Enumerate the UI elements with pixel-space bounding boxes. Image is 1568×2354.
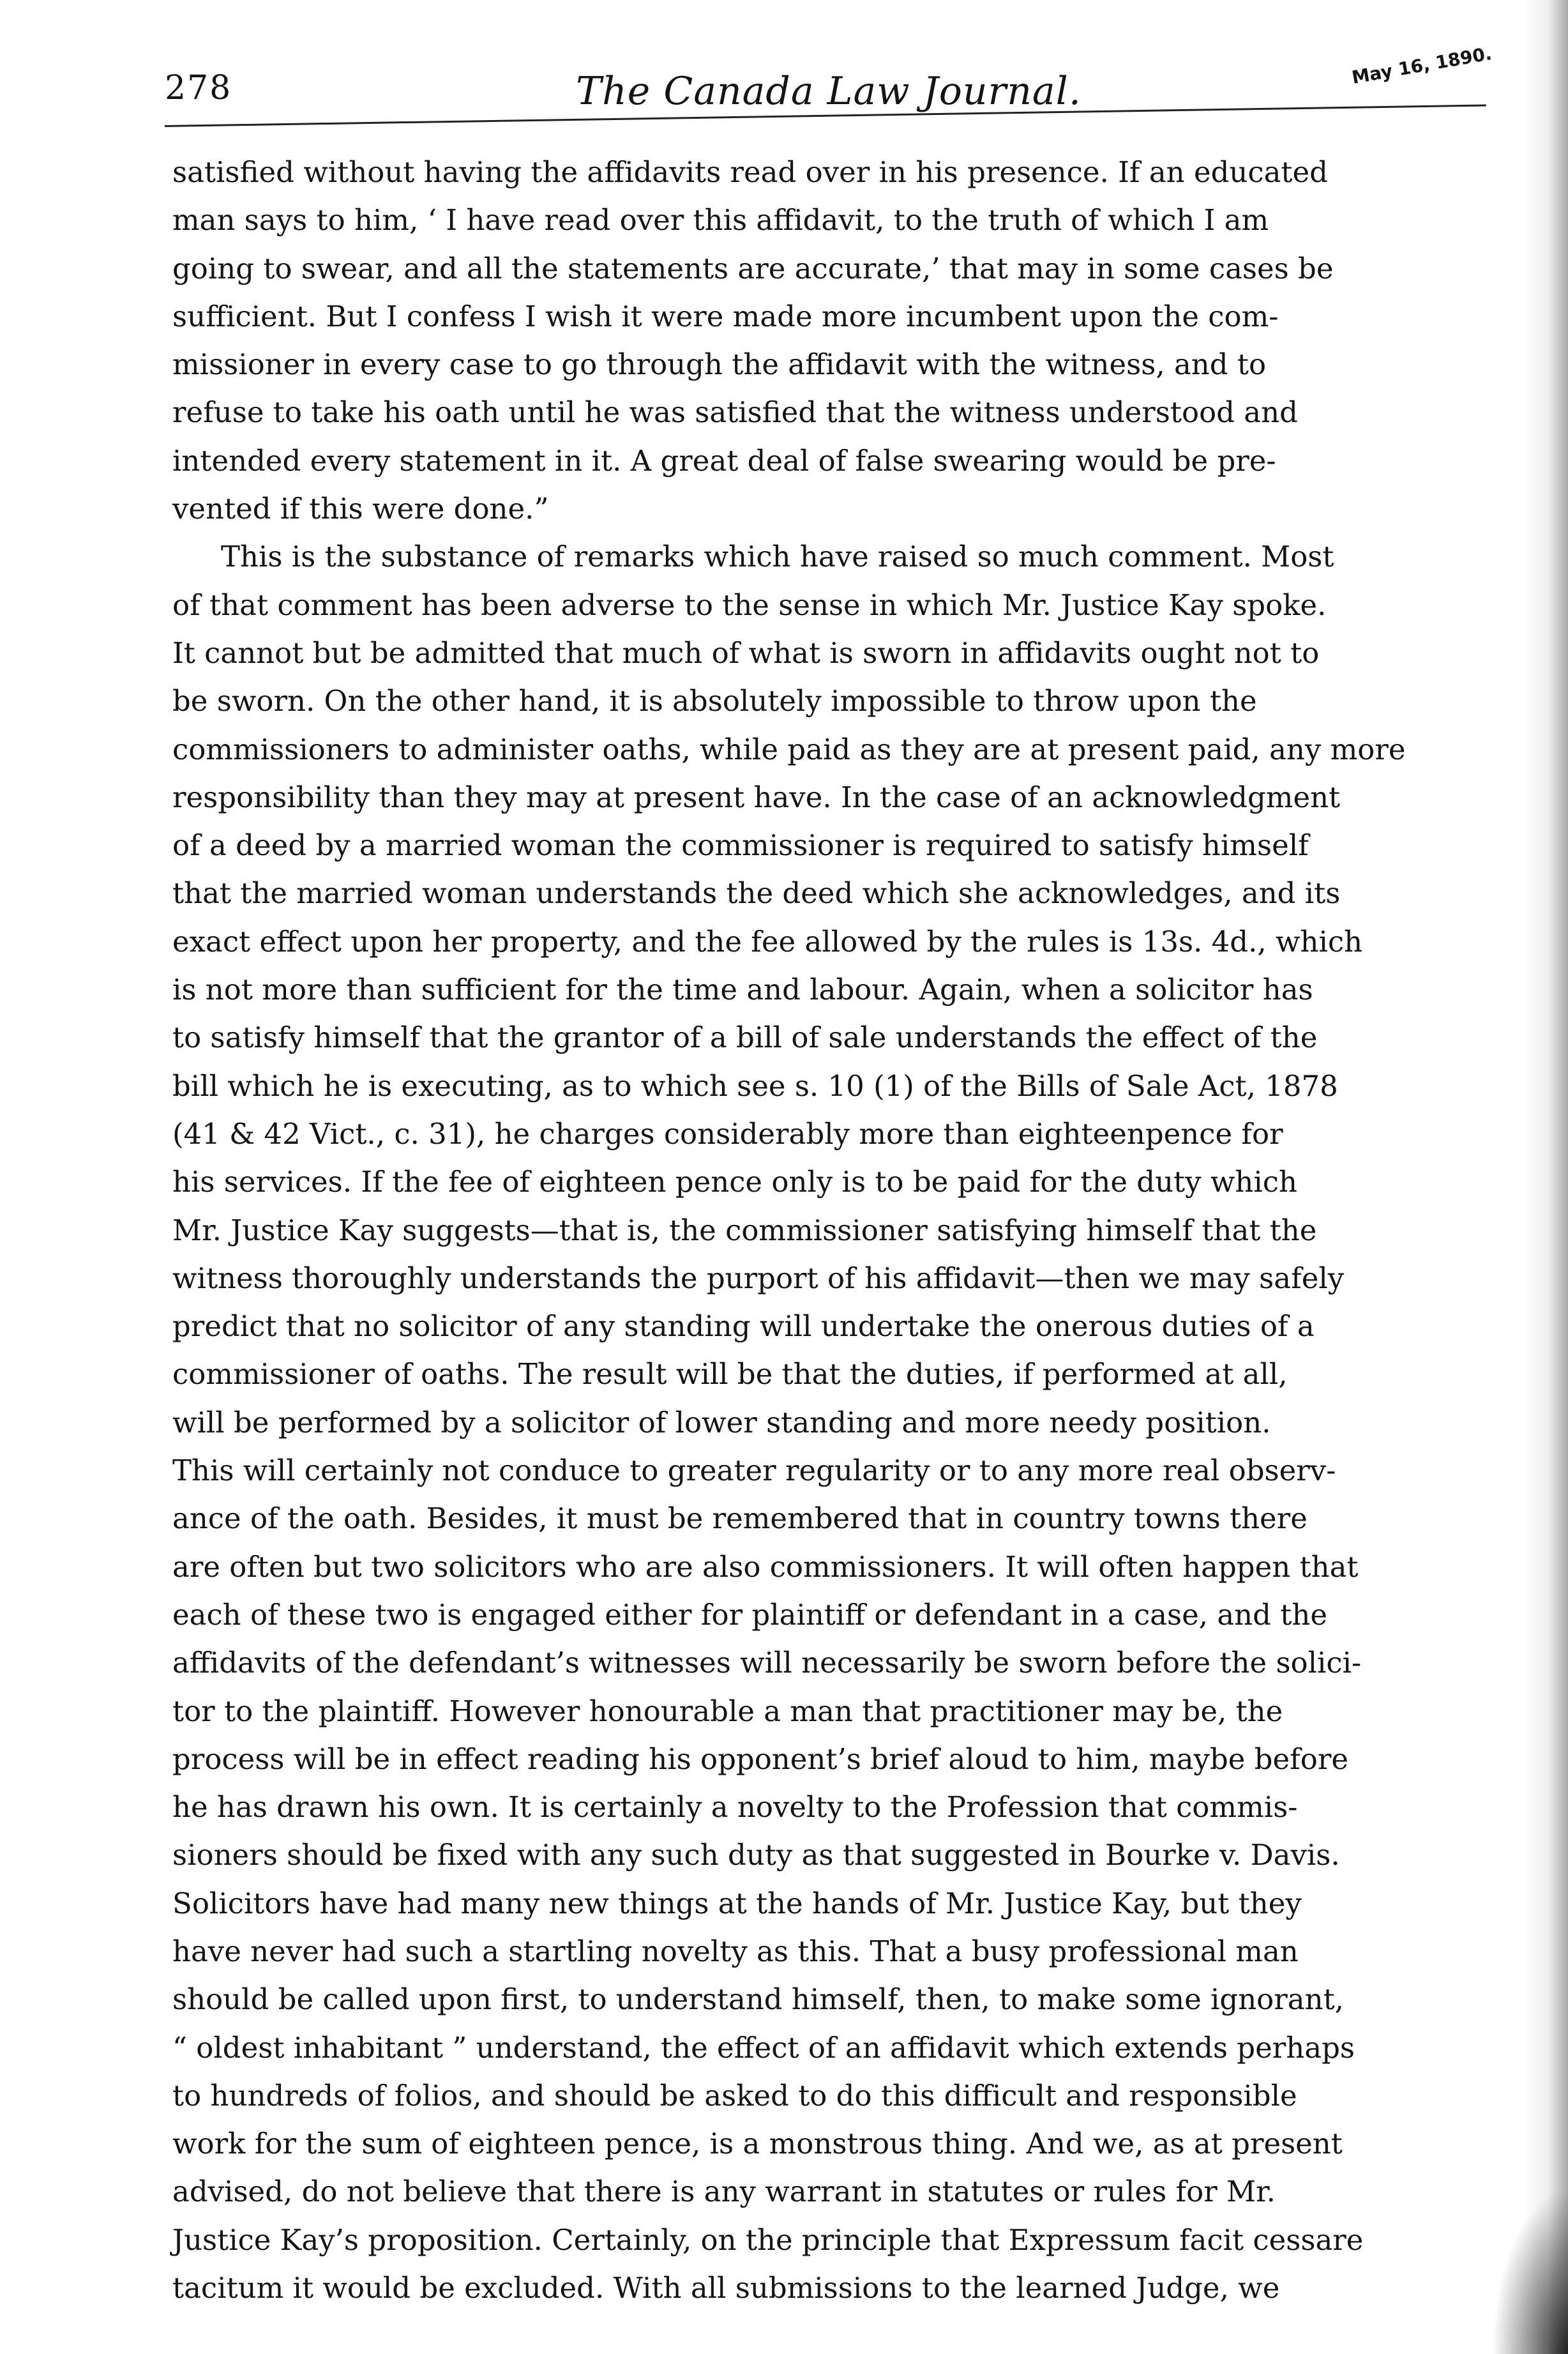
text-line	[172, 725, 1507, 773]
text-line	[172, 1591, 1507, 1639]
line-text: commissioner of oaths. The result will be that the duties, if performed at all,	[172, 1357, 1288, 1392]
text-line	[172, 533, 1507, 581]
text-line	[172, 1254, 1507, 1302]
line-text: vented if this were done.”	[172, 492, 549, 526]
text-line	[172, 2168, 1507, 2215]
scan-shadow-edge	[1523, 0, 1568, 2354]
line-text: is not more than sufficient for the time and labour. Again, when a solicitor has	[172, 973, 1313, 1007]
journal-title: The Canada Law Journal.	[576, 69, 1082, 114]
article-body	[172, 148, 1507, 2312]
text-line	[172, 1783, 1507, 1831]
text-line	[172, 581, 1507, 629]
text-line	[172, 1494, 1507, 1542]
line-text: process will be in effect reading his opponent’s brief aloud to him, maybe before	[172, 1742, 1349, 1776]
running-header	[165, 42, 1494, 126]
line-text: bill which he is executing, as to which see s. 10 (1) of the Bills of Sale Act, 1878	[172, 1068, 1338, 1103]
text-line	[172, 485, 1507, 533]
line-text: sioners should be fixed with any such duty as that suggested in Bourke v. Davis.	[172, 1838, 1340, 1872]
line-text: of that comment has been adverse to the sense in which Mr. Justice Kay spoke.	[172, 588, 1327, 622]
line-text: each of these two is engaged either for plaintiff or defendant in a case, and the	[172, 1597, 1327, 1632]
line-text: missioner in every case to go through the affidavit with the witness, and to	[172, 347, 1267, 382]
text-line	[172, 245, 1507, 292]
text-line	[172, 292, 1507, 340]
page-number: 278	[165, 69, 232, 107]
line-text: satisfied without having the affidavits read over in his presence. If an educated	[172, 155, 1328, 189]
text-line	[172, 1975, 1507, 2023]
text-line	[172, 1639, 1507, 1687]
line-text: refuse to take his oath until he was satisfied that the witness understood and	[172, 395, 1298, 430]
line-text: predict that no solicitor of any standing will undertake the onerous duties of a	[172, 1309, 1315, 1344]
line-text: It cannot but be admitted that much of what is sworn in affidavits ought not to	[172, 635, 1320, 670]
text-line	[172, 1014, 1507, 1061]
text-line	[172, 1447, 1507, 1494]
line-text: affidavits of the defendant’s witnesses will necessarily be sworn before the solici-	[172, 1646, 1362, 1680]
text-line	[172, 340, 1507, 388]
text-line	[172, 1735, 1507, 1783]
line-text: witness thoroughly understands the purport of his affidavit—then we may safely	[172, 1261, 1345, 1295]
line-text: going to swear, and all the statements are accurate,’ that may in some cases be	[172, 251, 1334, 285]
text-line	[172, 1927, 1507, 1975]
text-line	[172, 1831, 1507, 1879]
text-line	[172, 2264, 1507, 2312]
line-text: have never had such a startling novelty as this. That a busy professional man	[172, 1934, 1299, 1968]
text-line	[172, 1687, 1507, 1735]
text-line	[172, 1062, 1507, 1110]
line-text: responsibility than they may at present have. In the case of an acknowledgment	[172, 780, 1341, 814]
line-text: he has drawn his own. It is certainly a novelty to the Profession that commis-	[172, 1790, 1298, 1825]
line-text: be sworn. On the other hand, it is absolutely impossible to throw upon the	[172, 684, 1257, 718]
line-text: tor to the plaintiff. However honourable a man that practitioner may be, the	[172, 1694, 1283, 1728]
line-text: “ oldest inhabitant ” understand, the effect of an affidavit which extends perhaps	[172, 2030, 1355, 2065]
text-line	[172, 2024, 1507, 2072]
line-text: to satisfy himself that the grantor of a bill of sale understands the effect of the	[172, 1021, 1318, 1055]
line-text: intended every statement in it. A great deal of false swearing would be pre-	[172, 443, 1276, 478]
line-text: (41 & 42 Vict., c. 31), he charges considerably more than eighteenpence for	[172, 1116, 1283, 1151]
text-line	[172, 869, 1507, 917]
text-line	[172, 1879, 1507, 1927]
line-text: are often but two solicitors who are also commissioners. It will often happen that	[172, 1549, 1359, 1584]
text-line	[172, 629, 1507, 677]
line-text: that the married woman understands the deed which she acknowledges, and its	[172, 876, 1341, 911]
line-text: sufficient. But I confess I wish it were made more incumbent upon the com-	[172, 299, 1279, 333]
text-line	[172, 677, 1507, 725]
text-line	[172, 148, 1507, 196]
issue-date: May 16, 1890.	[1350, 42, 1494, 89]
text-line	[172, 2216, 1507, 2264]
text-line	[172, 1399, 1507, 1447]
line-text: ance of the oath. Besides, it must be remembered that in country towns there	[172, 1501, 1308, 1536]
text-line	[172, 1543, 1507, 1591]
text-line	[172, 1110, 1507, 1158]
text-line	[172, 773, 1507, 821]
text-line	[172, 196, 1507, 244]
line-text: will be performed by a solicitor of lower standing and more needy position.	[172, 1405, 1271, 1439]
text-line	[172, 437, 1507, 485]
text-line	[172, 2120, 1507, 2168]
line-text: to hundreds of folios, and should be asked to do this difficult and responsible	[172, 2078, 1297, 2113]
line-text: of a deed by a married woman the commissioner is required to satisfy himself	[172, 828, 1309, 863]
text-line	[172, 388, 1507, 436]
line-text: advised, do not believe that there is any warrant in statutes or rules for Mr.	[172, 2175, 1276, 2209]
line-text: Solicitors have had many new things at the hands of Mr. Justice Kay, but they	[172, 1886, 1302, 1920]
line-text: commissioners to administer oaths, while paid as they are at present paid, any more	[172, 732, 1406, 766]
line-text: This will certainly not conduce to greater regularity or to any more real observ-	[172, 1454, 1336, 1488]
text-line	[172, 966, 1507, 1014]
line-text: tacitum it would be excluded. With all submissions to the learned Judge, we	[172, 2271, 1280, 2305]
line-text: Mr. Justice Kay suggests—that is, the commissioner satisfying himself that the	[172, 1213, 1317, 1247]
text-line	[172, 821, 1507, 869]
text-line	[172, 1302, 1507, 1350]
text-line	[172, 1206, 1507, 1254]
line-text: work for the sum of eighteen pence, is a monstrous thing. And we, as at present	[172, 2127, 1343, 2161]
line-text: This is the substance of remarks which have raised so much comment. Most	[221, 540, 1334, 574]
text-line	[172, 1350, 1507, 1398]
text-line	[172, 918, 1507, 966]
line-text: his services. If the fee of eighteen pence only is to be paid for the duty which	[172, 1165, 1297, 1199]
text-line	[172, 1158, 1507, 1206]
text-line	[172, 2072, 1507, 2120]
line-text: exact effect upon her property, and the fee allowed by the rules is 13s. 4d., which	[172, 924, 1363, 959]
line-text: Justice Kay’s proposition. Certainly, on the principle that Expressum facit cessare	[172, 2222, 1364, 2257]
line-text: should be called upon first, to understand himself, then, to make some ignorant,	[172, 1982, 1344, 2017]
line-text: man says to him, ‘ I have read over this affidavit, to the truth of which I am	[172, 203, 1269, 238]
